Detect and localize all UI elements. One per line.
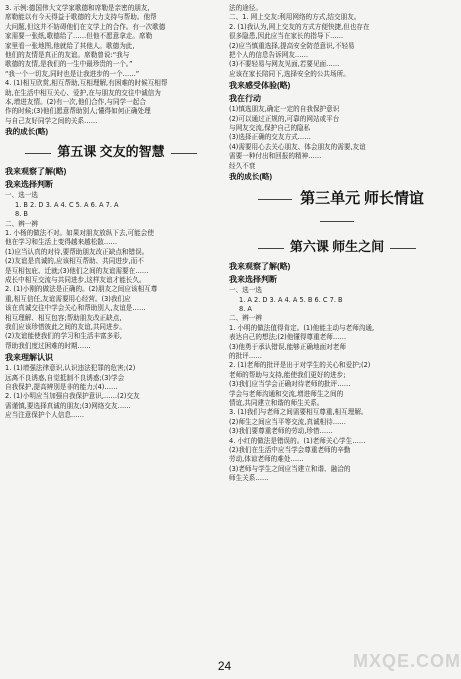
text-line: 劳动,体谅老师的难处……: [229, 455, 304, 464]
text-line: (2)可以通过正规的,可靠的网站或平台: [229, 114, 340, 123]
title-rule-left: [258, 248, 284, 249]
question-label: 一、选一选: [229, 286, 262, 295]
text-line: (3)选择正确的交友方式……: [229, 133, 311, 142]
question-label: 一、选一选: [5, 191, 38, 200]
left-top-answers: [5, 4, 217, 126]
text-line: 自我保护,提高辨别是非的能力;(4)……: [5, 383, 118, 391]
text-line: 与网友交流,保护自己的隐私: [229, 124, 311, 133]
text-line: 2. (1)小刚的做法是正确的。(2)朋友之间应该相互尊: [5, 285, 158, 294]
text-line: 4. (1)相互欣赏,相互帮助,互相理解,有困难的时候互相帮: [5, 79, 168, 88]
text-line: (1)应当认真的对待,要帮助朋友改正缺点和错误。: [5, 247, 149, 256]
text-line: (3)我们应当学会正确对待老师的批评……: [229, 380, 351, 389]
my-growth-heading: 我的成长(略): [229, 172, 273, 182]
text-line: 4. 小红的做法是错误的。(1)老师关心学生……: [229, 436, 366, 445]
text-line: 把个人的信息告诉网友……: [229, 51, 309, 60]
text-line: 他在学习和生活上变得越来越松散……: [5, 238, 118, 247]
left-column: [5, 4, 217, 655]
text-line: 2. (1)我认为,网上交友的方式方便快捷,但也存在: [229, 22, 370, 31]
text-line: 他们的友情是真正的友谊。席勒曾说:“我与: [5, 51, 130, 60]
text-line: (3)我们要尊重老师的劳动,珍惜……: [229, 427, 333, 436]
text-line: 远离不良诱惑,自觉抵制不良诱惑;(3)学会: [5, 373, 125, 382]
text-line: (1)慎选朋友,确定一定的自我保护意识: [229, 105, 340, 114]
text-line: 大问题,但这并不妨碍他们在文学上的合作。有一次歌德: [5, 22, 166, 31]
text-line: 是互相包庇、迁就;(3)他们之间的友谊需要在……: [5, 266, 149, 275]
text-line: (3)他勇于承认错误,能够正确地面对老师: [229, 342, 346, 351]
text-line: (4)需要用心去关心朋友、体会朋友的需要,友谊: [229, 142, 366, 151]
right-practice-answers: [229, 105, 445, 171]
observe-heading: 我来观察了解(略): [229, 262, 291, 272]
answer-line: 1. B 2. D 3. A 4. C 5. A 6. A 7. A: [15, 200, 119, 209]
text-line: 法的途径。: [229, 4, 262, 12]
text-line: 该在真诚交往中学会关心和帮助别人,友谊是……: [5, 304, 146, 313]
choose-heading: 我来选择判断: [229, 275, 277, 285]
text-line: (3)老师与学生之间应当建立和谐、融洽的: [229, 464, 351, 473]
watermark: MXQE.COM: [353, 651, 461, 671]
text-line: 我们应该珍惜彼此之间的友谊,共同进步。: [5, 322, 126, 331]
lesson-title-6: 第六课 师生之间: [229, 237, 445, 257]
text-line: 2. (1)老师的批评是出于对学生的关心和爱护;(2): [229, 361, 371, 370]
text-line: 二、1. 网上交友:利用网络的方式,结交朋友。: [229, 13, 361, 22]
title-rule-right: [390, 248, 416, 249]
answer-line: 8. A: [239, 304, 252, 313]
text-line: 相互理解、相互包容;帮助朋友改正缺点,: [5, 313, 122, 322]
text-line: (2)我们在生活中应当学会尊重老师的辛勤: [229, 446, 351, 454]
text-line: 助,在生活中相互关心、爱护,在与朋友的交往中诚信为: [5, 88, 161, 97]
text-line: 席勒能以有今天得益于歌德的大力支持与帮助。他帮: [5, 13, 157, 22]
text-line: 需谨慎,要选择真诚的朋友;(3)网络交友……: [5, 401, 131, 410]
choose-heading: 我来选择判断: [5, 180, 53, 190]
title-rule-right: [171, 153, 197, 154]
text-line: 表达自己的想法;(2)他懂得尊重老师……: [229, 333, 347, 342]
practice-heading: 我在行动: [229, 94, 261, 104]
text-line: 3. 示例:德国伟大文学家歌德和席勒是亲密的朋友,: [5, 4, 150, 12]
text-line: 学会与老师沟通和交流,增进师生之间的: [229, 389, 344, 398]
text-line: 作的时候;(3)他们愿意帮助别人;懂得如何正确处理: [5, 107, 151, 116]
right-column: [229, 4, 445, 655]
left-q2-answers: [5, 229, 217, 351]
text-line: 成长中相互交流与共同进步,这样友谊才能长久。: [5, 275, 146, 284]
left-q3-answers: [5, 364, 217, 420]
question-label: 二、辨一辨: [5, 219, 38, 228]
text-line: 的批评……: [229, 351, 262, 360]
text-line: 本,增进友情。(2)有一次,他们合作,与同学一起合: [5, 98, 146, 107]
text-line: 2. (1)小明应当加强自我保护意识,……(2)交友: [5, 392, 140, 401]
text-line: 与自己友好同学之间的关系……: [5, 116, 98, 125]
text-line: 老师的帮助与支持,能使我们更好的进步;: [229, 370, 346, 379]
text-line: (2)友谊是真诚的,应该相互帮助、共同进步,而不: [5, 257, 144, 266]
text-line: (2)应当慎重选择,提高安全防范意识,不轻易: [229, 41, 355, 50]
lesson-title-5: 第五课 交友的智慧: [5, 142, 217, 162]
text-line: 应该在家长陪同下,选择安全的公共场所。: [229, 69, 350, 78]
page-number: 24: [217, 659, 232, 673]
text-line: (2)友谊能使我们的学习和生活丰富多彩,: [5, 332, 122, 341]
feel-heading: 我来感受体验(略): [229, 81, 291, 91]
text-line: (3)不要轻易与网友见面,若要见面……: [229, 60, 340, 69]
text-line: “我一个一切友,同时也是让我进步的一个……”: [5, 69, 140, 78]
text-line: 很多隐患,因此应当在家长的指导下……: [229, 32, 344, 41]
question-label: 二、辨一辨: [229, 314, 262, 323]
unit-title-3: 第三单元 师长情谊: [229, 188, 445, 232]
right-q2-answers: [229, 324, 445, 484]
my-growth-heading: 我的成长(略): [5, 127, 49, 137]
observe-heading: 我来观察了解(略): [5, 167, 67, 177]
text-line: 1. 小杨的做法不对。如果对朋友放纵下去,可能会使: [5, 228, 154, 237]
text-line: 应当注意保护个人信息……: [5, 411, 85, 420]
text-line: 歌德的友情,是我们的一生中最珍贵的一个。”: [5, 60, 133, 69]
text-line: 师生关系……: [229, 474, 269, 483]
title-rule-left: [25, 153, 51, 154]
unit-rule-left: [258, 199, 292, 200]
text-line: 家需要一张纸,歌德给了……但他不愿意拿走。席勒: [5, 32, 153, 41]
text-line: 家里看一张地图,他就给了其他人。歌德为此,: [5, 41, 135, 50]
text-line: 1. (1)增强法律意识,认识违法犯罪的危害;(2): [5, 364, 136, 373]
text-line: 帮助我们度过困难的时期……: [5, 341, 91, 350]
unit-rule-right: [320, 221, 354, 222]
text-line: 重,相互信任,友谊需要用心经营。(3)我们应: [5, 294, 131, 303]
answer-line: 1. A 2. D 3. A 4. A 5. B 6. C 7. B: [239, 295, 343, 304]
answer-line: 8. B: [15, 210, 28, 219]
text-line: 需要一种付出和回报的精神……: [229, 152, 322, 161]
text-line: 情谊,共同建立和谐的师生关系。: [229, 398, 324, 407]
text-line: 经久不衰: [229, 161, 256, 170]
right-top-answers: [229, 4, 445, 79]
understand-heading: 我来理解认识: [5, 353, 53, 363]
text-line: 3. (1)我们与老师之间需要相互尊重,相互理解。: [229, 408, 368, 417]
text-line: (2)师生之间应当平等交流,真诚相待……: [229, 417, 346, 426]
text-line: 1. 小明的做法值得肯定。(1)他能主动与老师沟通,: [229, 323, 375, 332]
